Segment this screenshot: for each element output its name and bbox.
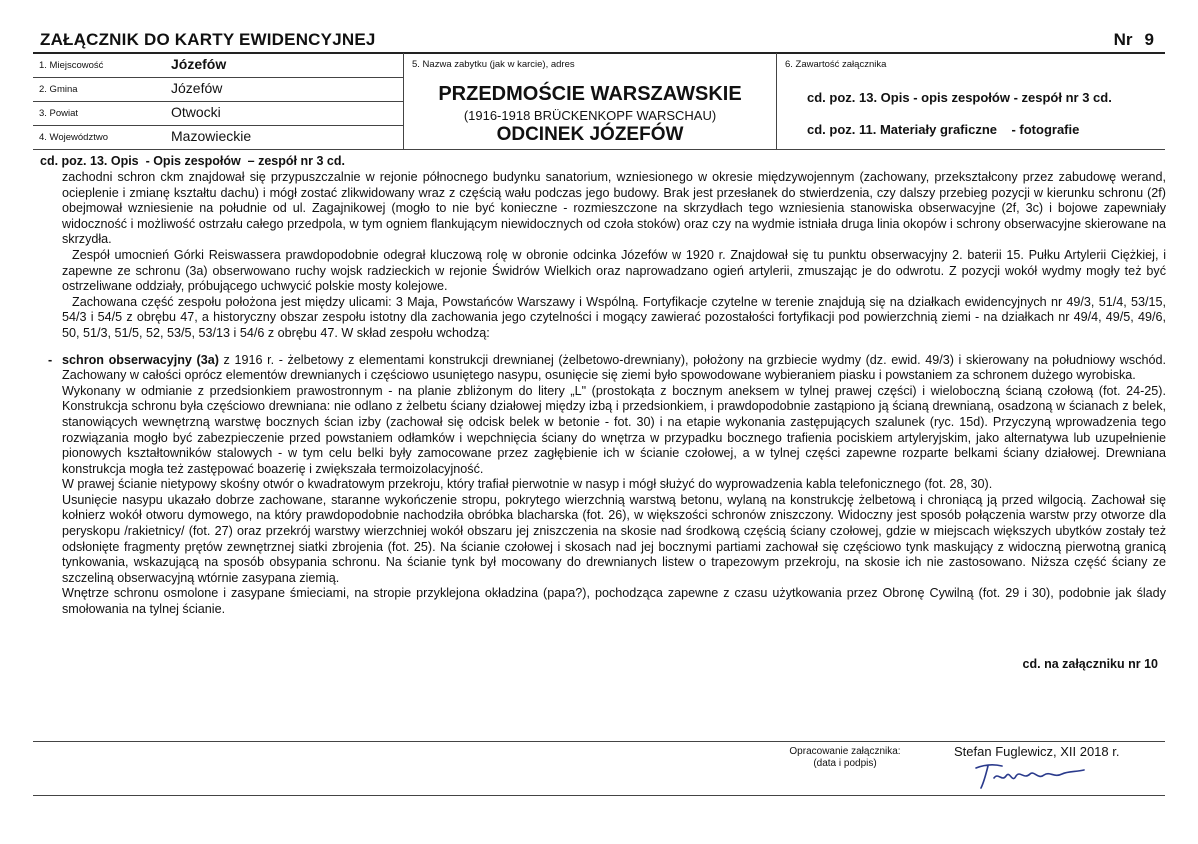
attachment-number-label: Nr xyxy=(1113,30,1133,49)
paragraph: Zespół umocnień Górki Reiswassera prawdopodobnie odegrał kluczową rolę w obronie odcinka Józefów w 1920 r. Znajdował się tu punktu obserwacyjny 2. baterii 15. Pułku Artylerii Ciężkiej, i zapewne ze schronu (3a) obserwowano ruchy wojsk radzieckich w rejonie Świdrów Wielkich oraz naprowadzano ogień artylerii, zmuszając je do odwrotu. Z pozycji wokół wydmy mogły też być ostrzeliwane oddziały, próbującego uchwycić polskie mosty kolejowe. xyxy=(62,247,1166,294)
bottom-rule xyxy=(33,795,1165,796)
field-label: 4. Województwo xyxy=(39,132,108,143)
monument-section: ODCINEK JÓZEFÓW xyxy=(496,124,684,145)
item-ref: (3a) xyxy=(196,352,219,367)
prepared-sublabel: (data i podpis) xyxy=(813,758,877,769)
attachment-number-value: 9 xyxy=(1144,30,1154,49)
header-bottom-rule xyxy=(33,149,1165,150)
field-value: Otwocki xyxy=(171,104,221,120)
location-fields xyxy=(33,53,404,149)
continuation-note: cd. na załączniku nr 10 xyxy=(1022,657,1158,671)
field-voivodeship xyxy=(33,125,403,149)
monument-subtitle: (1916-1918 BRÜCKENKOPF WARSCHAU) xyxy=(463,108,717,123)
list-item xyxy=(48,352,1167,384)
field-commune xyxy=(33,77,403,102)
prepared-label: Opracowanie załącznika: xyxy=(789,746,901,757)
field-value: Józefów xyxy=(171,80,223,96)
field-value: Józefów xyxy=(171,56,227,72)
prepared-by-label xyxy=(770,746,920,770)
monument-name-cell xyxy=(404,53,777,149)
field-label: 1. Miejscowość xyxy=(39,60,104,71)
header-table xyxy=(33,53,1165,150)
monument-label: 5. Nazwa zabytku (jak w karcie), adres xyxy=(412,59,575,70)
attachment-number xyxy=(1114,30,1154,50)
section-heading: cd. poz. 13. Opis - Opis zespołów – zespół nr 3 cd. xyxy=(40,154,345,168)
contents-line-2: cd. poz. 11. Materiały graficzne - fotografie xyxy=(807,122,1080,137)
field-label: 3. Powiat xyxy=(39,108,79,119)
paragraph: zachodni schron ckm znajdował się przypuszczalnie w rejonie północnego budynku sanatorium, wzniesionego w okresie międzywojennym (zachowany, przekształcony przez zabudowę werand, ocieplenie i zmianę kształtu dachu) i mógł zostać zlikwidowany wraz z częścią wału podczas jego budowy. Brak jest przesłanek do stwierdzenia, czy dalszy przebieg pozycji w kierunku schronu (2f) obejmował wzniesienie na południe od ul. Zagajnikowej (mogło to nie być konieczne - rozmieszczone na skrzydłach tego wzniesienia stanowiska obserwacyjne (2f, 3c) i bojowe zapewniały widoczność i możliwość ostrzału całego przedpola, w tym ogniem flankującym niewidocznych od czoła stoków) oraz czy na wydmie istniała druga linia okopów i schrony obserwacyjne skierowane na skrzydła. xyxy=(62,170,1166,247)
paragraph: Usunięcie nasypu ukazało dobrze zachowane, staranne wykończenie stropu, pokrytego wierzchnią warstwą betonu, wylaną na konstrukcję żelbetową i chroniącą ją przed wilgocią. Zachował się kołnierz wokół otworu dymowego, na który prawdopodobnie nachodziła obróbka blacharska (fot. 26), w większości schronów zniszczony. Widoczny jest sposób połączenia warstw przy otworze dla peryskopu /rakietnicy/ (fot. 27) oraz przekrój warstwy wierzchniej wokół obszaru jej zniszczenia na skosie nad środkową częścią ściany czołowej, gdzie w miejscach większych ubytków zostały też odsłonięte fragmenty prętów zewnętrznej siatki zbrojenia (fot. 25). Na ścianie czołowej i skosach nad jej bocznymi partiami zachował się częściowo tynk maskujący z widoczną pierwotną granicą tynkowania, wskazującą na sposób obsypania schronu. Na ścianie tynk był mocowany do drewnianych listew o trapezowym przekroju, na skosie ich nie zastosowano. Niższa część ściany ze szczeliną obserwacyjną wtórnie zasypana ziemią. xyxy=(62,492,1166,585)
field-value: Mazowieckie xyxy=(171,128,252,144)
monument-title: PRZEDMOŚCIE WARSZAWSKIE xyxy=(438,83,742,105)
paragraph: W prawej ścianie nietypowy skośny otwór o kwadratowym przekroju, który trafiał pierwotnie w nasyp i mógł służyć do wyprowadzenia kabla telefonicznego (fot. 28, 30). xyxy=(62,477,993,492)
signature-icon xyxy=(972,758,1092,790)
field-locality xyxy=(33,53,403,78)
paragraph: Wnętrze schronu osmolone i zasypane śmieciami, na stropie przyklejona okładzina (papa?), pochodząca zapewne z czasu użytkowania przez Obronę Cywilną (fot. 29 i 30), podobnie jak ślady smołowania na tylnej ścianie. xyxy=(62,586,1166,617)
contents-label: 6. Zawartość załącznika xyxy=(785,59,887,70)
paragraph: Wykonany w odmianie z przedsionkiem prawostronnym - na planie zbliżonym do litery „L" (prostokąta z bocznym aneksem w tylnej prawej części) i wieloboczną ścianą czołową (fot. 24-25). Konstrukcja schronu była częściowo drewniana: nie odlano z żelbetu ściany działowej między izbą i przedsionkiem, i prawdopodobnie zastąpiono ją ścianą drewnianą, osadzoną w ścianach z belek, stanowiących wewnętrzną warstwę bocznych ścian izby (zachował się odcisk belek w betonie - fot. 30) i na etapie wykonania zastępujących szalunek (ryc. 15d). Przyczyną wprowadzenia tego rozwiązania mogło być zabezpieczenie przed powstaniem odłamków i wepchnięcia ściany do wnętrza w przypadku bocznego trafienia pociskiem artyleryjskim, jako alternatywa lub uzupełnienie pionowych kształtowników stalowych - w tym celu belki były zamocowane przez zagłębienie ich w ścianie czołowej, a w tylnej części zapewne rozparte belkami ściany działowej. Drewniana konstrukcja mogła też zastępować boazerię i zwiększała termoizolacyjność. xyxy=(62,383,1166,476)
field-county xyxy=(33,101,403,126)
contents-line-1: cd. poz. 13. Opis - opis zespołów - zespół nr 3 cd. xyxy=(807,90,1112,105)
body-text xyxy=(48,170,1167,618)
item-title: schron obserwacyjny xyxy=(62,352,192,367)
paragraph: Zachowana część zespołu położona jest między ulicami: 3 Maja, Powstańców Warszawy i Wspólną. Fortyfikacje czytelne w terenie znajdują się na działkach ewidencyjnych nr 49/3, 51/4, 53/15, 54/3 i 54/5 z obrębu 47, a historyczny obszar zespołu istotny dla zachowania jego czytelności i mogący zawierać pozostałości fortyfikacji pod powierzchnią ziemi - na działkach nr 49/4, 49/5, 49/6, 50, 51/3, 51/5, 52, 53/5, 53/13 i 54/6 z obrębu 47. W skład zespołu wchodzą: xyxy=(62,294,1166,340)
field-label: 2. Gmina xyxy=(39,84,78,95)
item-text: z 1916 r. - żelbetowy z elementami konstrukcji drewnianej (żelbetowo-drewniany), położony na grzbiecie wydmy (dz. ewid. 49/3) i skierowany na południowy wschód. Zachowany w całości oprócz elementów drewnianych i częściowo usuniętego nasypu, osunięcie się ziemi było spowodowane wybieraniem piasku i powstaniem za schronem dużego wyrobiska. xyxy=(62,352,1167,383)
document-title: ZAŁĄCZNIK DO KARTY EWIDENCYJNEJ xyxy=(40,30,376,49)
footer-rule xyxy=(33,741,1165,742)
author-date: Stefan Fuglewicz, XII 2018 r. xyxy=(954,744,1120,759)
list-dash: - xyxy=(48,352,53,367)
contents-cell xyxy=(777,53,1165,149)
